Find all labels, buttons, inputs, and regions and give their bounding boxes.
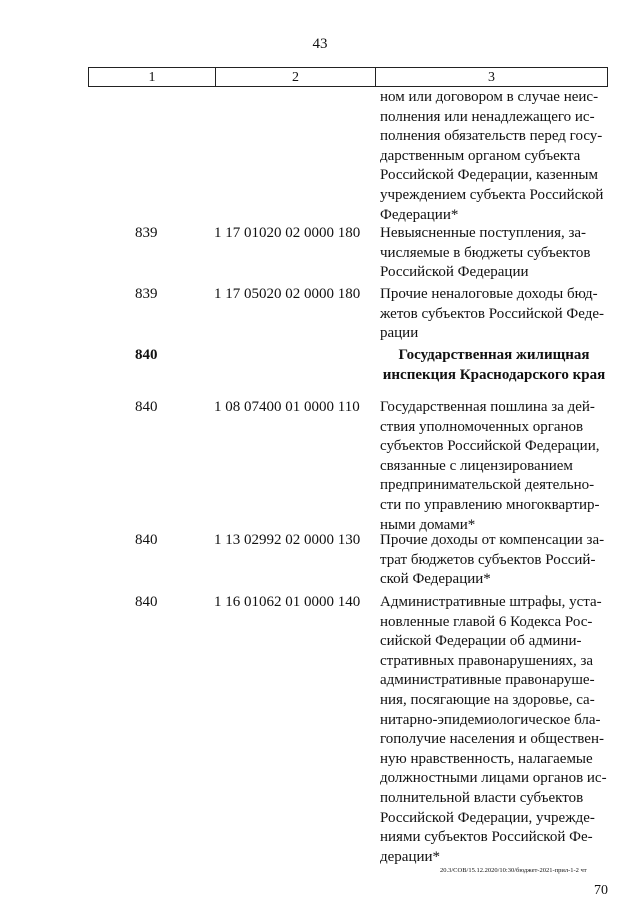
income-description: Государственная пошлина за дей- ствия уполномоченных органов субъектов Российской Федерации, связанные с лицензированием предпринимательской деятельно- сти по управлению многоквартир- ными домами* — [380, 399, 600, 533]
income-code: 1 17 05020 02 0000 180 — [214, 286, 361, 302]
page-number-bottom: 70 — [594, 883, 608, 898]
header-col-2: 2 — [216, 68, 376, 86]
income-code: 1 17 01020 02 0000 180 — [214, 225, 361, 241]
admin-code: 839 — [135, 225, 158, 241]
header-col-1: 1 — [89, 68, 216, 86]
document-footer-code: 20.3/СОВ/15.12.2020/10:30/бюджет-2021-прил-1-2 чт — [440, 867, 587, 874]
admin-code: 840 — [135, 347, 158, 363]
income-description: ном или договором в случае неис- полнения или ненадлежащего ис- полнения обязательств перед госу- дарственным органом субъекта Российской Федерации, казенным учреждением субъекта Российской Федерации* — [380, 89, 604, 223]
table-header — [88, 67, 608, 87]
income-description: Невыясненные поступления, за- числяемые в бюджеты субъектов Российской Федерации — [380, 225, 591, 281]
income-description: Прочие доходы от компенсации за- трат бюджетов субъектов Россий- ской Федерации* — [380, 532, 605, 588]
organization-heading: Государственная жилищная инспекция Краснодарского края — [382, 347, 606, 383]
admin-code: 840 — [135, 532, 158, 548]
admin-code: 840 — [135, 594, 158, 610]
income-description: Прочие неналоговые доходы бюд- жетов субъектов Российской Феде- рации — [380, 286, 604, 342]
income-description: Административные штрафы, уста- новленные главой 6 Кодекса Рос- сийской Федерации об админи- стративных правонарушениях, за административные правонаруше- ния, посягающие на здоровье, са- нитарно-эпидемиологическое бла- гополучие населения и обществен- ную нравственность, налагаемые должностными лицами органов ис- полнительной власти субъектов Российской Федерации, учрежде- ниями субъектов Российской Фе- дерации* — [380, 594, 607, 865]
income-code: 1 13 02992 02 0000 130 — [214, 532, 361, 548]
page-number-top: 43 — [312, 36, 328, 52]
admin-code: 840 — [135, 399, 158, 415]
admin-code: 839 — [135, 286, 158, 302]
income-code: 1 16 01062 01 0000 140 — [214, 594, 361, 610]
income-code: 1 08 07400 01 0000 110 — [214, 399, 360, 415]
header-col-3: 3 — [488, 70, 495, 85]
